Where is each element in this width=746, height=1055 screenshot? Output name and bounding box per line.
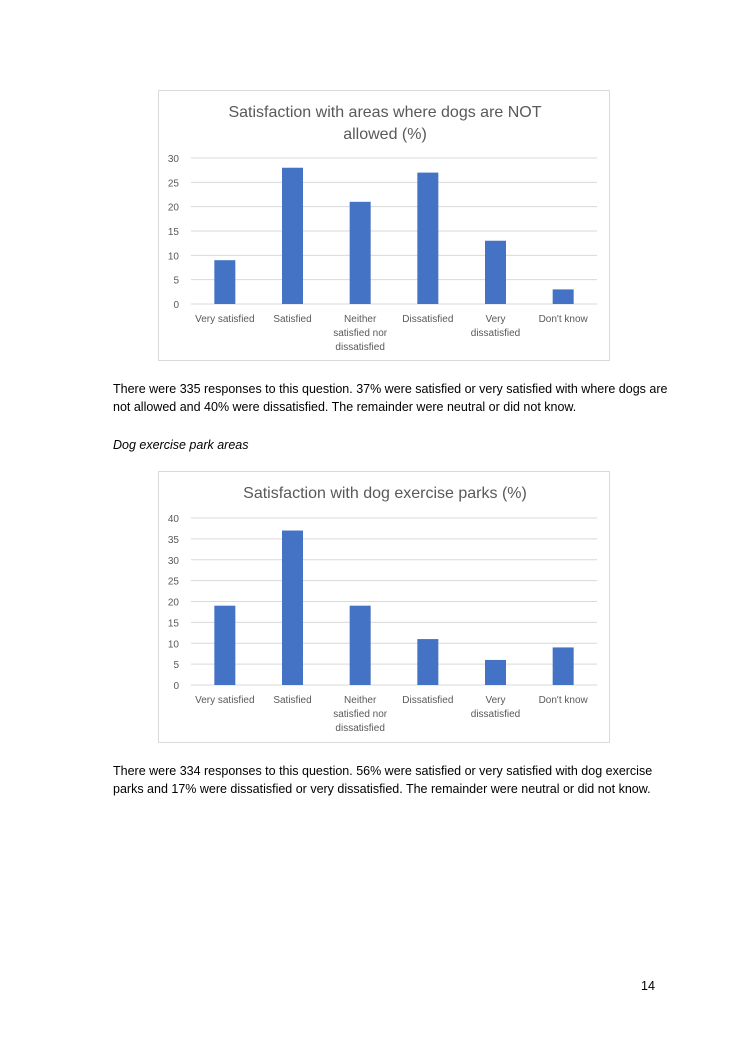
bar-5 [553,289,574,304]
y-tick-label: 30 [167,154,179,165]
x-category-label: Neither [344,314,377,325]
y-tick-label: 20 [167,202,179,214]
chart-title: Satisfaction with dog exercise parks (%) [243,485,527,502]
bar-4 [485,241,506,304]
chart-satisfaction-no-dog-areas [158,90,610,361]
x-category-label: Satisfied [273,314,312,325]
x-category-label: dissatisfied [470,328,521,339]
y-tick-label: 25 [167,178,179,190]
y-tick-label: 25 [167,576,179,588]
bar-0 [214,260,235,304]
chart-svg [159,472,611,744]
y-tick-label: 20 [167,597,179,609]
bar-3 [417,173,438,304]
bar-1 [282,531,303,685]
bar-1 [282,168,303,304]
x-category-label: dissatisfied [335,723,385,734]
x-category-label: dissatisfied [470,709,521,720]
x-category-label: Don't know [538,695,588,706]
y-tick-label: 15 [167,227,179,238]
x-category-label: Neither [344,695,377,706]
x-category-label: Very [485,695,506,706]
bar-0 [214,606,235,685]
x-category-label: Satisfied [273,695,312,706]
y-tick-label: 5 [173,275,179,287]
paragraph-dog-parks-summary: There were 334 responses to this question. 56% were satisfied or very satisfied with dog exercise parks and 17% were dissatisfied or very dissatisfied. The remainder were neutral or did not know. [113,764,653,796]
y-tick-label: 5 [173,660,179,672]
x-category-label: Very [485,314,506,325]
x-category-label: dissatisfied [335,342,385,353]
x-category-label: Dissatisfied [402,314,454,325]
bar-2 [350,202,371,304]
bar-3 [417,639,438,685]
bar-2 [350,606,371,685]
x-category-label: Very satisfied [195,695,255,706]
y-tick-label: 15 [167,618,179,630]
x-category-label: satisfied nor [333,709,388,720]
y-tick-label: 0 [173,681,179,692]
x-category-label: Dissatisfied [402,695,454,706]
x-category-label: satisfied nor [333,328,388,339]
chart-svg [159,91,611,362]
page-number: 14 [641,979,655,993]
chart-satisfaction-dog-exercise-parks [158,471,610,743]
bar-4 [485,660,506,685]
x-category-label: Very satisfied [195,314,255,325]
bar-5 [553,647,574,685]
y-tick-label: 40 [167,514,179,525]
section-heading: Dog exercise park areas [113,438,249,452]
y-tick-label: 10 [167,639,179,651]
y-tick-label: 35 [167,534,179,546]
paragraph-no-dog-areas-summary: There were 335 responses to this question. 37% were satisfied or very satisfied with where dogs are not allowed and 40% were dissatisfied. The remainder were neutral or did not know. [113,382,668,414]
y-tick-label: 30 [167,555,179,567]
y-tick-label: 0 [173,300,179,311]
chart-title: allowed (%) [343,126,427,143]
chart-title: Satisfaction with areas where dogs are NOT [228,104,542,121]
y-tick-label: 10 [167,251,179,263]
x-category-label: Don't know [538,314,588,325]
